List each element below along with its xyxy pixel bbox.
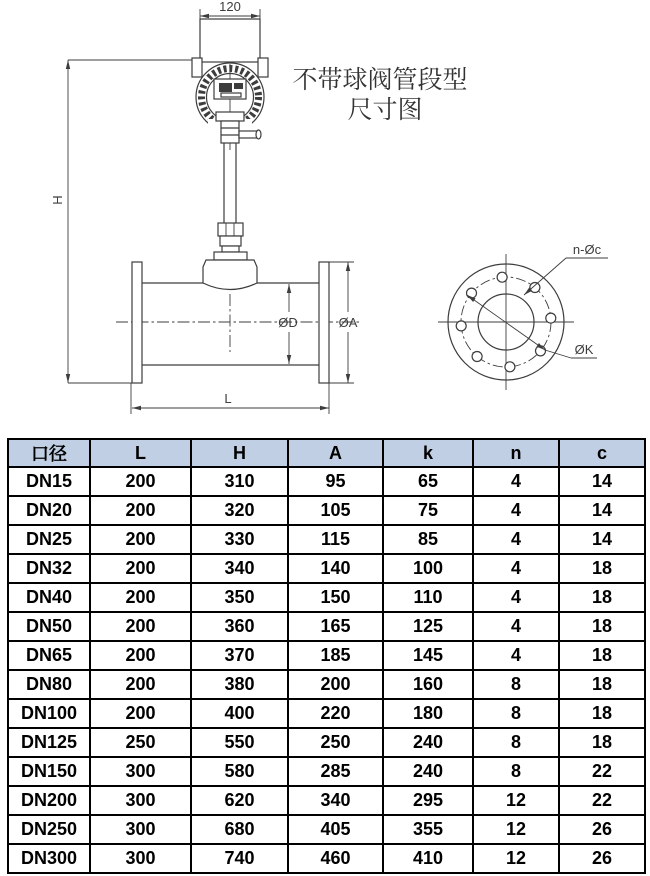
col-header-L: L [90,439,191,467]
row-diameter: DN150 [8,757,90,786]
row-value: 14 [559,525,645,554]
dimension-table [7,438,646,874]
row-value: 250 [288,728,383,757]
bolt-hole [472,352,482,362]
row-value: 460 [288,844,383,873]
size-table-body [8,467,645,873]
arrow-down-icon [66,374,70,383]
row-diameter: DN65 [8,641,90,670]
row-value: 200 [90,583,191,612]
row-value: 110 [383,583,473,612]
right-ear [258,58,268,77]
bolt-circle-dimension [467,295,597,358]
table-row [8,757,645,786]
row-value: 4 [473,641,559,670]
table-row [8,496,645,525]
flange-face-view [438,242,608,390]
row-diameter: DN15 [8,467,90,496]
table-row [8,815,645,844]
row-value: 240 [383,728,473,757]
arrow-down-icon [287,355,291,364]
bore-diameter-label: ØD [278,315,298,330]
length-label: L [224,391,232,406]
arrow-left-icon [200,14,209,18]
arrow-right-icon [251,14,260,18]
row-value: 140 [288,554,383,583]
bolt-hole [467,288,477,298]
row-value: 165 [288,612,383,641]
dimension-drawing [0,0,650,437]
row-value: 200 [90,496,191,525]
row-diameter: DN200 [8,786,90,815]
row-value: 160 [383,670,473,699]
row-value: 4 [473,496,559,525]
boss-step [214,252,247,260]
row-value: 65 [383,467,473,496]
row-value: 740 [191,844,288,873]
display-digits [219,83,232,92]
arrow-up-icon [346,262,350,271]
row-value: 12 [473,844,559,873]
mounting-boss [203,260,257,290]
row-value: 150 [288,583,383,612]
coupling-low [222,246,239,252]
row-value: 300 [90,844,191,873]
flange-diameter-label: ØA [338,315,358,330]
row-value: 200 [90,554,191,583]
row-value: 240 [383,757,473,786]
row-value: 125 [383,612,473,641]
row-value: 75 [383,496,473,525]
row-value: 22 [559,757,645,786]
bore-diameter-dimension [278,284,298,364]
row-value: 18 [559,699,645,728]
row-value: 4 [473,554,559,583]
row-value: 4 [473,583,559,612]
row-value: 18 [559,641,645,670]
cable-entry [239,131,257,138]
row-value: 250 [90,728,191,757]
row-value: 8 [473,670,559,699]
row-diameter: DN100 [8,699,90,728]
row-diameter: DN250 [8,815,90,844]
table-row [8,612,645,641]
coupling-hex [218,223,243,236]
collar [216,112,244,121]
col-header-n: n [473,439,559,467]
row-value: 360 [191,612,288,641]
row-value: 400 [191,699,288,728]
row-value: 220 [288,699,383,728]
arrow-right-icon [320,406,329,410]
row-value: 145 [383,641,473,670]
left-flange [132,262,142,383]
row-value: 18 [559,670,645,699]
table-row [8,641,645,670]
stem-assembly [203,112,261,290]
row-value: 405 [288,815,383,844]
row-value: 95 [288,467,383,496]
neck [221,121,239,143]
row-value: 320 [191,496,288,525]
row-value: 330 [191,525,288,554]
display-digits-small [234,83,243,89]
diagram-title [292,66,467,124]
row-value: 200 [90,467,191,496]
arrow-down-icon [346,374,350,383]
row-value: 200 [90,699,191,728]
row-value: 22 [559,786,645,815]
right-flange [319,262,329,383]
col-header-A: A [288,439,383,467]
header-row [8,439,645,467]
row-value: 12 [473,786,559,815]
row-value: 8 [473,728,559,757]
row-value: 18 [559,554,645,583]
coupling-mid [220,236,241,246]
row-value: 200 [90,670,191,699]
row-value: 410 [383,844,473,873]
row-value: 680 [191,815,288,844]
row-value: 85 [383,525,473,554]
table-row [8,583,645,612]
row-value: 115 [288,525,383,554]
row-value: 12 [473,815,559,844]
col-header-diameter: 口径 [8,439,90,467]
bolt-circle-label: ØK [574,342,594,357]
table-row [8,786,645,815]
row-value: 26 [559,815,645,844]
table-row [8,844,645,873]
flange-diameter-dimension [329,262,358,383]
row-value: 300 [90,757,191,786]
arrow-up-icon [287,284,291,293]
row-value: 340 [288,786,383,815]
col-header-H: H [191,439,288,467]
col-header-c: c [559,439,645,467]
cable-entry-cap [256,130,261,139]
row-value: 340 [191,554,288,583]
row-value: 550 [191,728,288,757]
table-row [8,554,645,583]
table-row [8,467,645,496]
row-value: 4 [473,467,559,496]
bolt-hole [497,272,507,282]
row-diameter: DN25 [8,525,90,554]
row-value: 26 [559,844,645,873]
row-value: 300 [90,786,191,815]
row-diameter: DN50 [8,612,90,641]
row-value: 285 [288,757,383,786]
table-row [8,728,645,757]
row-diameter: DN20 [8,496,90,525]
housing-box [200,19,260,62]
row-diameter: DN80 [8,670,90,699]
row-value: 200 [90,525,191,554]
arrow-left-icon [132,406,141,410]
row-value: 8 [473,699,559,728]
row-value: 18 [559,728,645,757]
top-width-label: 120 [219,0,241,14]
table-row [8,670,645,699]
row-value: 105 [288,496,383,525]
row-value: 14 [559,467,645,496]
table-row [8,525,645,554]
row-diameter: DN32 [8,554,90,583]
row-value: 300 [90,815,191,844]
row-value: 350 [191,583,288,612]
row-value: 200 [90,612,191,641]
row-diameter: DN40 [8,583,90,612]
row-value: 18 [559,612,645,641]
height-dimension [50,60,192,383]
row-diameter: DN125 [8,728,90,757]
title-line-1: 不带球阀管段型 [292,66,468,94]
row-value: 370 [191,641,288,670]
row-value: 620 [191,786,288,815]
height-label: H [50,195,65,205]
arrow-up-icon [66,60,70,69]
side-view [50,0,362,414]
row-value: 18 [559,583,645,612]
col-header-k: k [383,439,473,467]
row-value: 380 [191,670,288,699]
row-value: 100 [383,554,473,583]
title-line-2: 尺寸图 [347,96,423,124]
row-value: 200 [288,670,383,699]
left-ear [192,58,202,77]
row-value: 200 [90,641,191,670]
row-value: 180 [383,699,473,728]
bolt-hole [456,321,466,331]
row-value: 4 [473,612,559,641]
row-value: 355 [383,815,473,844]
bolt-hole [505,362,515,372]
row-value: 310 [191,467,288,496]
row-value: 14 [559,496,645,525]
row-diameter: DN300 [8,844,90,873]
table-row [8,699,645,728]
row-value: 580 [191,757,288,786]
bolt-holes-label: n-Øc [572,242,602,257]
row-value: 185 [288,641,383,670]
bolt-hole [546,313,556,323]
row-value: 295 [383,786,473,815]
row-value: 4 [473,525,559,554]
length-dimension [131,383,329,414]
row-value: 8 [473,757,559,786]
